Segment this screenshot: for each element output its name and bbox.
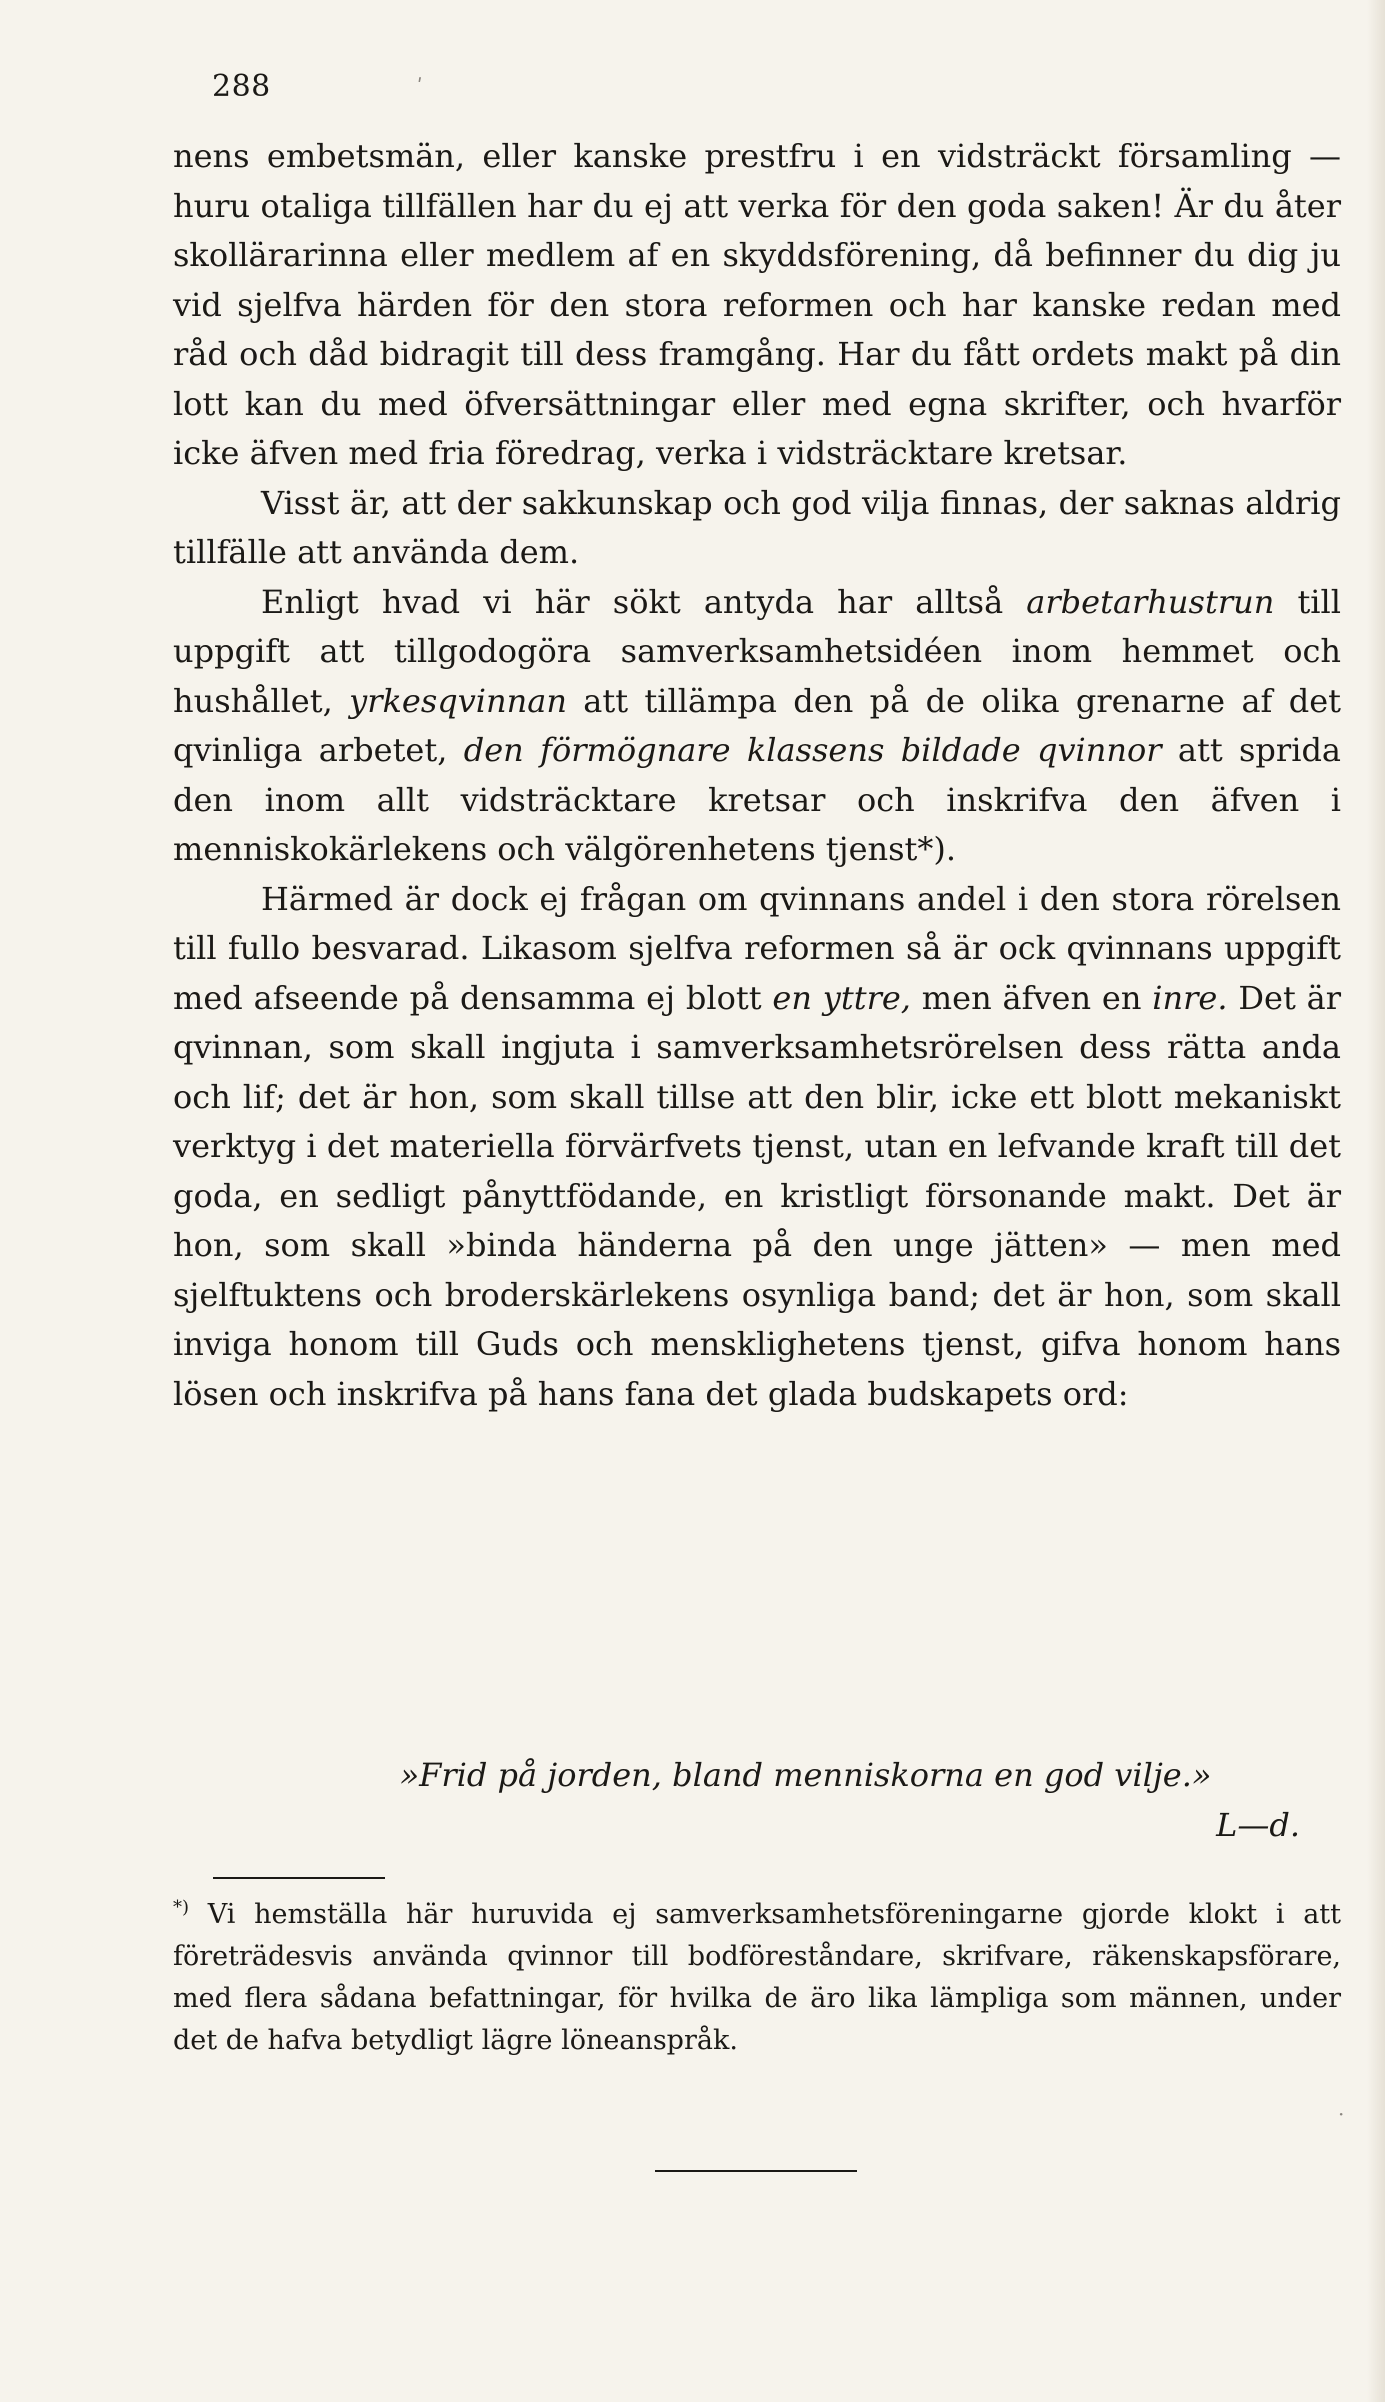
end-rule [655,2170,857,2172]
paper-speck: · [1338,2102,1345,2126]
text-segment: Härmed är dock ej frågan om qvinnans andel i den stora rörelsen till fullo besvarad. Likasom sjelfva reformen så är ock qvinnans uppgift med afseende på densamma ej blott [173,879,1341,1017]
author-signature: L—d. [1216,1806,1300,1844]
text-segment: att sprida den inom allt vidsträcktare kretsar och inskrifva den äfven i menniskokärlekens och välgörenhetens tjenst*). [173,731,1342,868]
page-edge-shadow [1367,0,1385,2402]
paragraph-1 [173,132,1341,479]
main-text [173,132,1341,1419]
text-segment: till uppgift att tillgodogöra samverksamhetsidéen inom hemmet och hushållet, [173,582,1342,720]
footnote [173,1894,1341,2062]
text-segment: men äfven en [910,978,1153,1017]
footnote-marker: *) [173,1897,190,1918]
footnote-text: Vi hemställa här huruvida ej samverksamhetsföreningarne gjorde klokt i att företrädesvis använda qvinnor till bodföreståndare, skrifvare, räkenskapsförare, med flera sådana befattningar, för hvilka de äro lika lämpliga som männen, under det de hafva betydligt lägre löneanspråk. [173,1899,1341,2056]
page-number: 288 [212,69,271,104]
paragraph-3 [173,578,1341,875]
italic-emphasis: en yttre, [772,978,911,1017]
text-segment: Det är qvinnan, som skall ingjuta i samverksamhetsrörelsen dess rätta anda och lif; det är hon, som skall tillse att den blir, icke ett blott mekaniskt verktyg i det materiella förvärfvets tjenst, utan en lefvande kraft till det goda, en sedligt pånyttfödande, en kristligt försonande makt. Det är hon, som skall »binda händerna på den unge jätten» — men med sjelftuktens och broderskärlekens osynliga band; det är hon, som skall inviga honom till Guds och mensklighetens tjenst, gifva honom hans lösen och inskrifva på hans fana det glada budskapets ord: [173,978,1342,1413]
paper-speck: ʹ [417,74,423,98]
paragraph-2 [173,479,1341,578]
text-segment: Enligt hvad vi här sökt antyda har alltså [261,582,1027,621]
italic-emphasis: den förmögnare klassens bildade qvinnor [463,731,1162,769]
italic-emphasis: arbetarhustrun [1026,582,1275,621]
text-segment: nens embetsmän, eller kanske prestfru i en vidsträckt församling — huru otaliga tillfällen har du ej att verka för den goda saken! Är du åter skollärarinna eller medlem af en skyddsförening, då befinner du dig ju vid sjelfva härden för den stora reformen och har kanske redan med råd och dåd bidragit till dess framgång. Har du fått ordets makt på din lott kan du med öfversättningar eller med egna skrifter, och hvarför icke äfven med fria föredrag, verka i vidsträcktare kretsar. [173,137,1341,472]
closing-quote: »Frid på jorden, bland menniskorna en god vilje.» [399,1756,1212,1794]
text-segment: Visst är, att der sakkunskap och god vilja finnas, der saknas aldrig tillfälle att använda dem. [173,483,1341,571]
italic-emphasis: inre. [1152,978,1228,1017]
italic-emphasis: yrkesqvinnan [349,681,567,720]
paragraph-4 [173,875,1341,1420]
footnote-rule [213,1877,385,1879]
text-segment: att tillämpa den på de olika grenarne af det qvinliga arbetet, [173,681,1342,769]
